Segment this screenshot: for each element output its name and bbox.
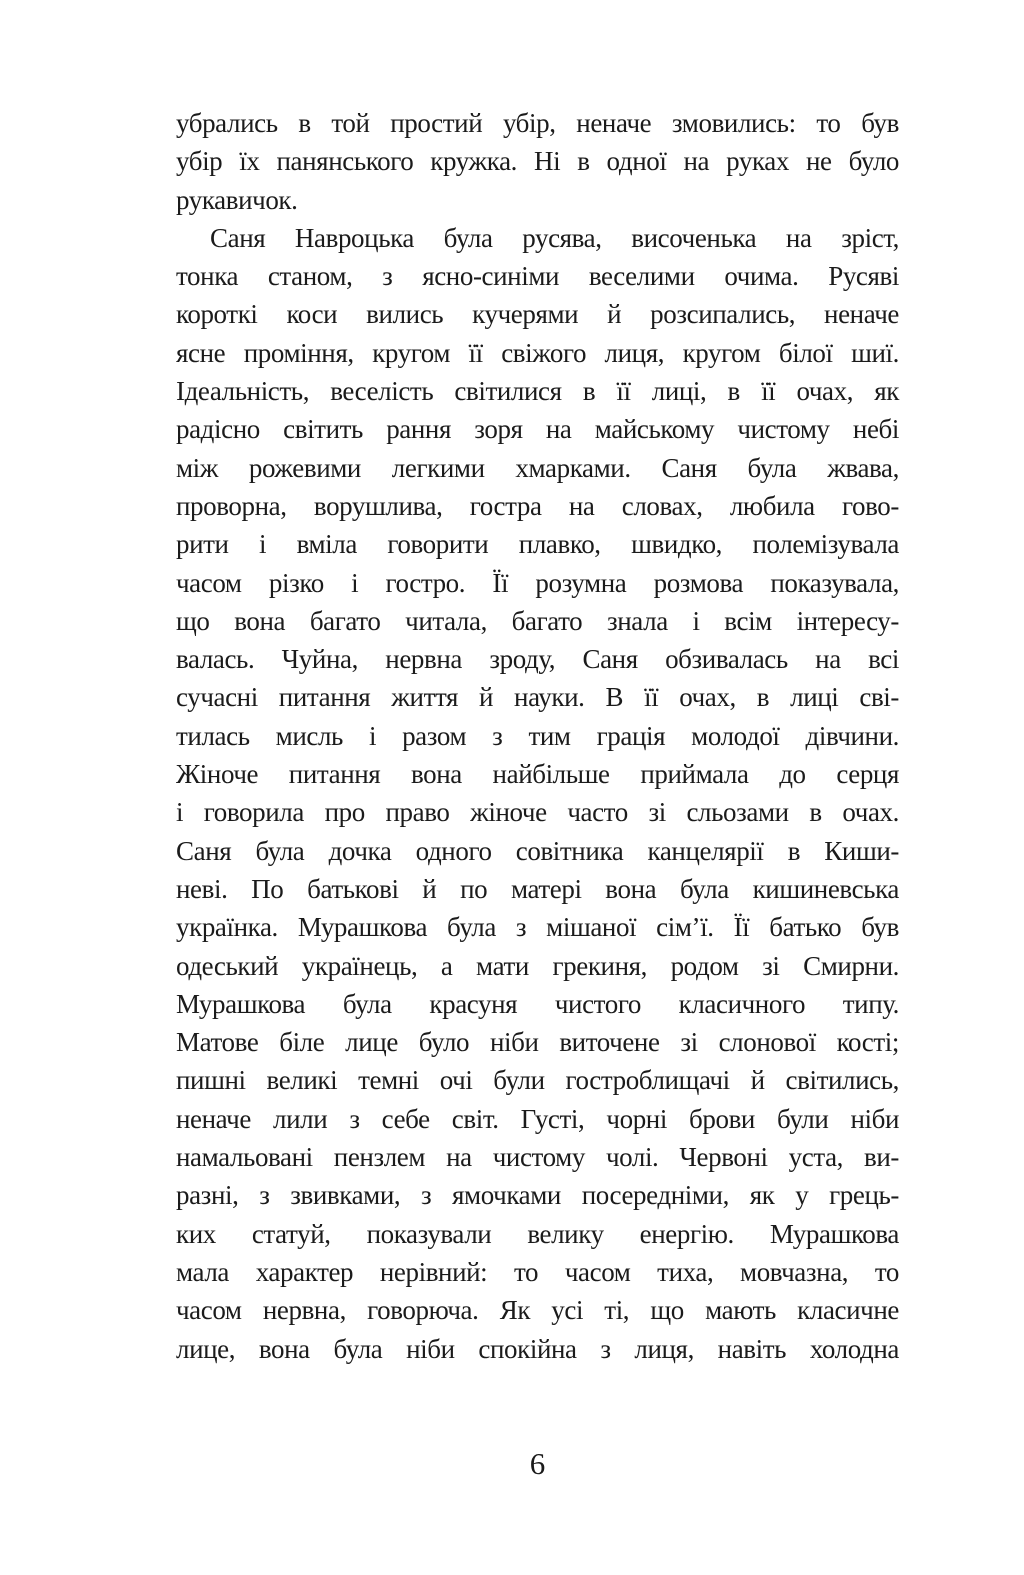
text-line: радісно світить рання зоря на майському чистому небі bbox=[176, 414, 899, 445]
text-line: короткі коси вились кучерями й розсипались, неначе bbox=[176, 299, 899, 330]
page-number: 6 bbox=[529, 1446, 546, 1481]
text-line: Матове біле лице було ніби виточене зі слонової кості; bbox=[176, 1027, 899, 1058]
text-line: тилась мисль і разом з тим грація молодої дівчини. bbox=[176, 720, 899, 751]
text-line: Саня була дочка одного совітника канцелярії в Киши- bbox=[176, 835, 899, 866]
text-line-paragraph-end: рукавичок. bbox=[176, 184, 298, 215]
text-line: лице, вона була ніби спокійна з лиця, навіть холодна bbox=[176, 1333, 899, 1364]
page-text-block bbox=[176, 104, 899, 1368]
text-line: українка. Мурашкова була з мішаної сім’ї. Її батько був bbox=[176, 912, 899, 943]
text-line: мала характер нерівний: то часом тиха, мовчазна, то bbox=[176, 1256, 899, 1287]
text-line: сучасні питання життя й науки. В її очах, в лиці сві- bbox=[176, 682, 899, 713]
text-line: що вона багато читала, багато знала і всім інтересу- bbox=[176, 605, 899, 636]
text-line: убрались в той простий убір, неначе змовились: то був bbox=[176, 108, 899, 138]
text-line: разні, з звивками, з ямочками посередніми, як у грець- bbox=[176, 1180, 899, 1211]
text-line: ких статуй, показували велику енергію. Мурашкова bbox=[176, 1218, 899, 1249]
text-line: рити і вміла говорити плавко, швидко, полемізувала bbox=[176, 529, 899, 560]
text-line: убір їх панянського кружка. Ні в одної на руках не було bbox=[176, 146, 899, 177]
text-line: часом різко і гостро. Її розумна розмова показувала, bbox=[176, 567, 899, 598]
text-line: і говорила про право жіноче часто зі сльозами в очах. bbox=[176, 797, 899, 828]
text-line: між рожевими легкими хмарками. Саня була жвава, bbox=[176, 452, 899, 483]
text-line: неві. По батькові й по матері вона була кишиневська bbox=[176, 873, 899, 904]
text-line: неначе лили з себе світ. Густі, чорні брови були ніби bbox=[176, 1103, 899, 1134]
text-line: валась. Чуйна, нервна зроду, Саня обзивалась на всі bbox=[176, 644, 899, 675]
text-line: Мурашкова була красуня чистого класичного типу. bbox=[176, 988, 899, 1019]
text-line: намальовані пензлем на чистому чолі. Червоні уста, ви- bbox=[176, 1142, 899, 1173]
text-line: Ідеальність, веселість світилися в її лиці, в її очах, як bbox=[176, 376, 899, 407]
text-line: тонка станом, з ясно-синіми веселими очима. Русяві bbox=[176, 261, 899, 292]
text-line: ясне проміння, кругом її свіжого лиця, кругом білої шиї. bbox=[176, 337, 899, 368]
text-line: проворна, ворушлива, гостра на словах, любила гово- bbox=[176, 490, 899, 521]
text-line: часом нервна, говорюча. Як усі ті, що мають класичне bbox=[176, 1295, 899, 1326]
text-line: пишні великі темні очі були гостроблищачі й світились, bbox=[176, 1065, 899, 1096]
text-line: Жіноче питання вона найбільше приймала до серця bbox=[176, 759, 899, 790]
text-line-paragraph-start: Саня Навроцька була русява, височенька на зріст, bbox=[210, 222, 899, 253]
text-line: одеський українець, а мати грекиня, родом зі Смирни. bbox=[176, 950, 899, 981]
